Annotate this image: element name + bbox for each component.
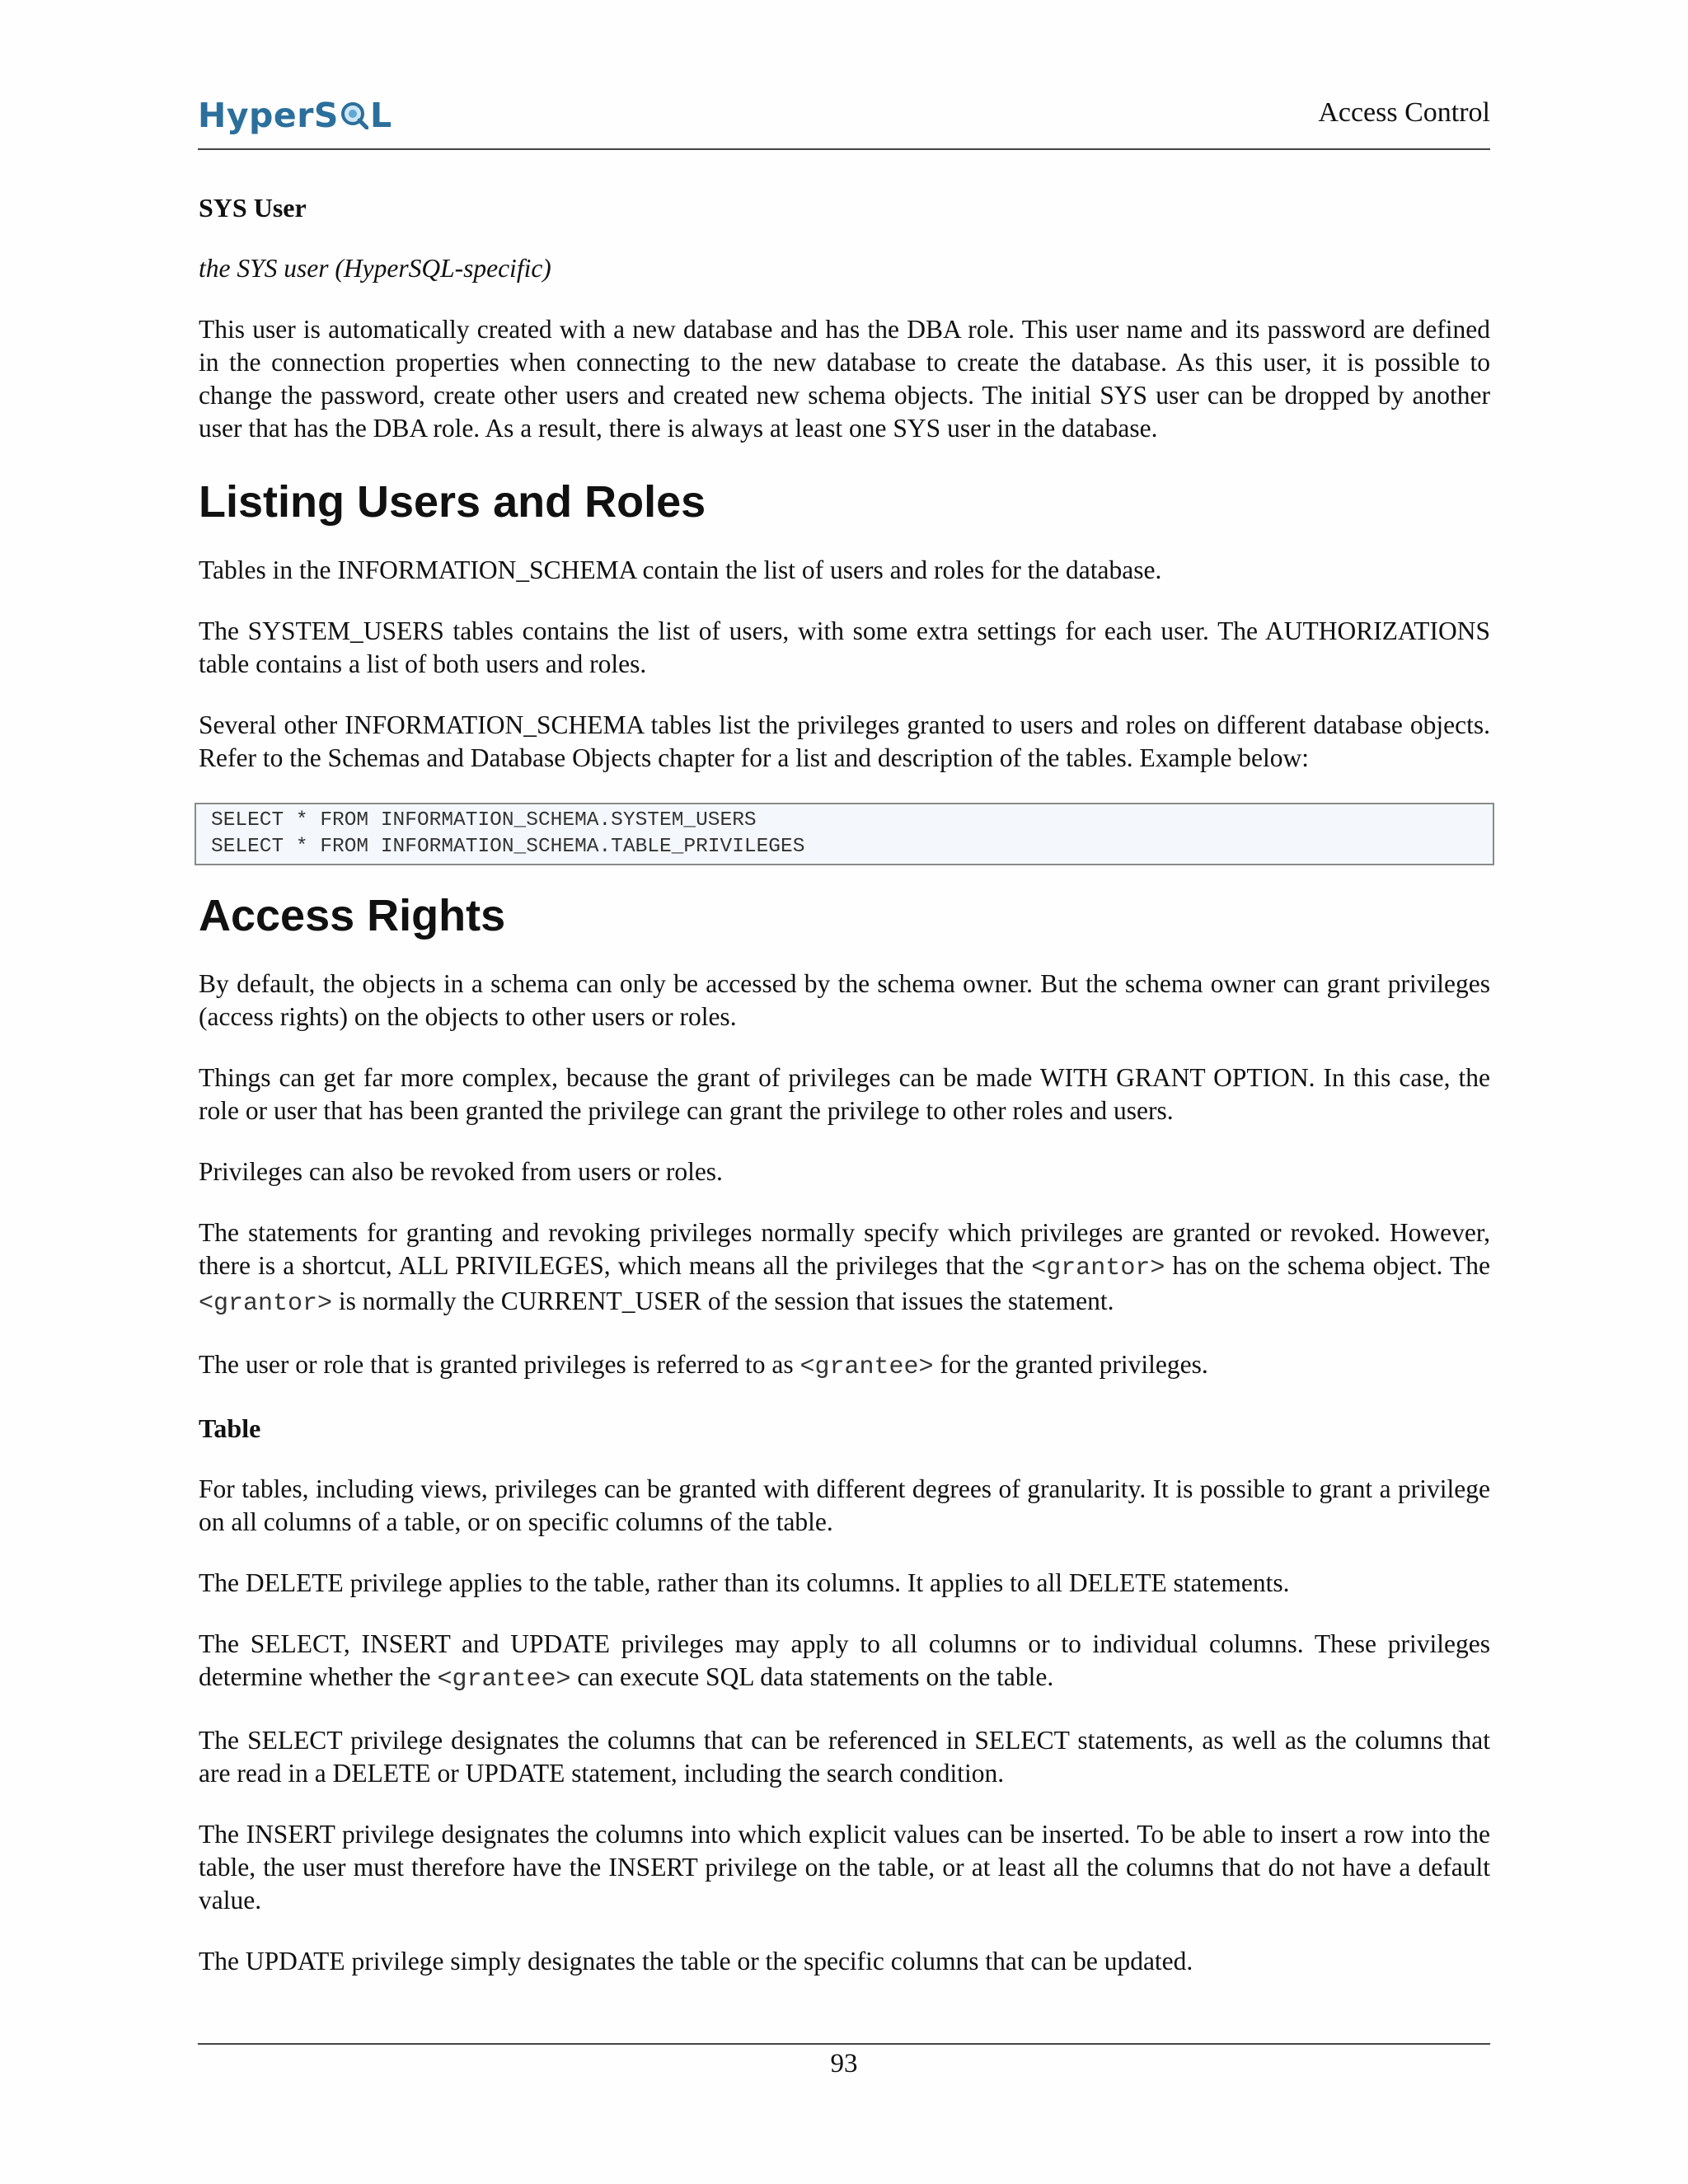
logo-text-hypers: HyperS: [198, 96, 339, 135]
text-run: is normally the CURRENT_USER of the session that issues the statement.: [332, 1286, 1114, 1315]
listing-paragraph-3: Several other INFORMATION_SCHEMA tables list the privileges granted to users and roles on different database objects. Refer to the Schemas and Database Objects chapter for a list and description of the tables. Example below:: [199, 710, 1490, 772]
access-paragraph-2: Things can get far more complex, because the grant of privileges can be made WITH GRANT OPTION. In this case, the role or user that has been granted the privilege can grant the privilege to other roles and users.: [199, 1063, 1490, 1125]
code-line: SELECT * FROM INFORMATION_SCHEMA.TABLE_PRIVILEGES: [211, 836, 805, 858]
access-rights-heading: Access Rights: [199, 891, 506, 940]
grantor-code: <grantor>: [1031, 1254, 1165, 1282]
text-run: The statements for granting and revoking privileges normally specify which privileges are granted or revoked. However, there is a shortcut, ALL PRIVILEGES, which means all the privileges that the: [199, 1218, 1490, 1280]
table-paragraph-1: For tables, including views, privileges can be granted with different degrees of granularity. It is possible to grant a privilege on all columns of a table, or on specific columns of the table.: [199, 1474, 1490, 1536]
sys-user-heading: SYS User: [199, 193, 307, 223]
hypersql-logo: [198, 96, 392, 135]
access-paragraph-5: [199, 1348, 1490, 1384]
page-content: [199, 191, 1490, 2006]
listing-users-heading: Listing Users and Roles: [199, 477, 706, 527]
table-paragraph-4: The SELECT privilege designates the columns that can be referenced in SELECT statements, as well as the columns that are read in a DELETE or UPDATE statement, including the search condition.: [199, 1726, 1490, 1788]
table-paragraph-3: [199, 1628, 1490, 1696]
logo-text-l: L: [369, 96, 392, 135]
access-paragraph-4: [199, 1216, 1490, 1320]
page-number: 93: [830, 2049, 858, 2079]
text-run: The user or role that is granted privileges is referred to as: [199, 1350, 800, 1379]
access-paragraph-3: Privileges can also be revoked from users or roles.: [199, 1157, 723, 1186]
table-heading: Table: [199, 1413, 261, 1443]
text-run: can execute SQL data statements on the table.: [570, 1662, 1054, 1691]
sql-code-block: [195, 803, 1494, 865]
sys-user-paragraph: This user is automatically created with a new database and has the DBA role. This user name and its password are defined in the connection properties when connecting to the new database to create the database. As this user, it is possible to change the password, create other users and created new schema objects. The initial SYS user can be dropped by another user that has the DBA role. As a result, there is always at least one SYS user in the database.: [199, 315, 1490, 443]
table-paragraph-2: The DELETE privilege applies to the table, rather than its columns. It applies to all DELETE statements.: [199, 1568, 1290, 1597]
footer-divider: [198, 2043, 1490, 2045]
grantee-code: <grantee>: [799, 1353, 934, 1381]
text-run: has on the schema object. The: [1165, 1251, 1491, 1280]
access-paragraph-1: By default, the objects in a schema can only be accessed by the schema owner. But the schema owner can grant privileges (access rights) on the objects to other users or roles.: [199, 969, 1490, 1031]
grantor-code: <grantor>: [199, 1290, 333, 1318]
page-header: [198, 91, 1490, 150]
grantee-code: <grantee>: [437, 1666, 571, 1694]
listing-paragraph-2: The SYSTEM_USERS tables contains the list of users, with some extra settings for each user. The AUTHORIZATIONS table contains a list of both users and roles.: [199, 616, 1490, 678]
table-paragraph-6: The UPDATE privilege simply designates the table or the specific columns that can be updated.: [199, 1947, 1193, 1975]
section-title: Access Control: [1318, 97, 1490, 128]
text-run: for the granted privileges.: [933, 1350, 1208, 1379]
sys-user-subtitle: the SYS user (HyperSQL-specific): [199, 254, 551, 283]
logo-magnifier-q-icon: [340, 101, 368, 129]
code-line: SELECT * FROM INFORMATION_SCHEMA.SYSTEM_USERS: [211, 809, 757, 832]
listing-paragraph-1: Tables in the INFORMATION_SCHEMA contain the list of users and roles for the database.: [199, 555, 1162, 584]
table-paragraph-5: The INSERT privilege designates the columns into which explicit values can be inserted. To be able to insert a row into the table, the user must therefore have the INSERT privilege on the table, or at least all the columns that do not have a default value.: [199, 1820, 1490, 1915]
text-run: The SELECT, INSERT and UPDATE privileges may apply to all columns or to individual columns. These privileges determine whether the: [199, 1629, 1490, 1691]
